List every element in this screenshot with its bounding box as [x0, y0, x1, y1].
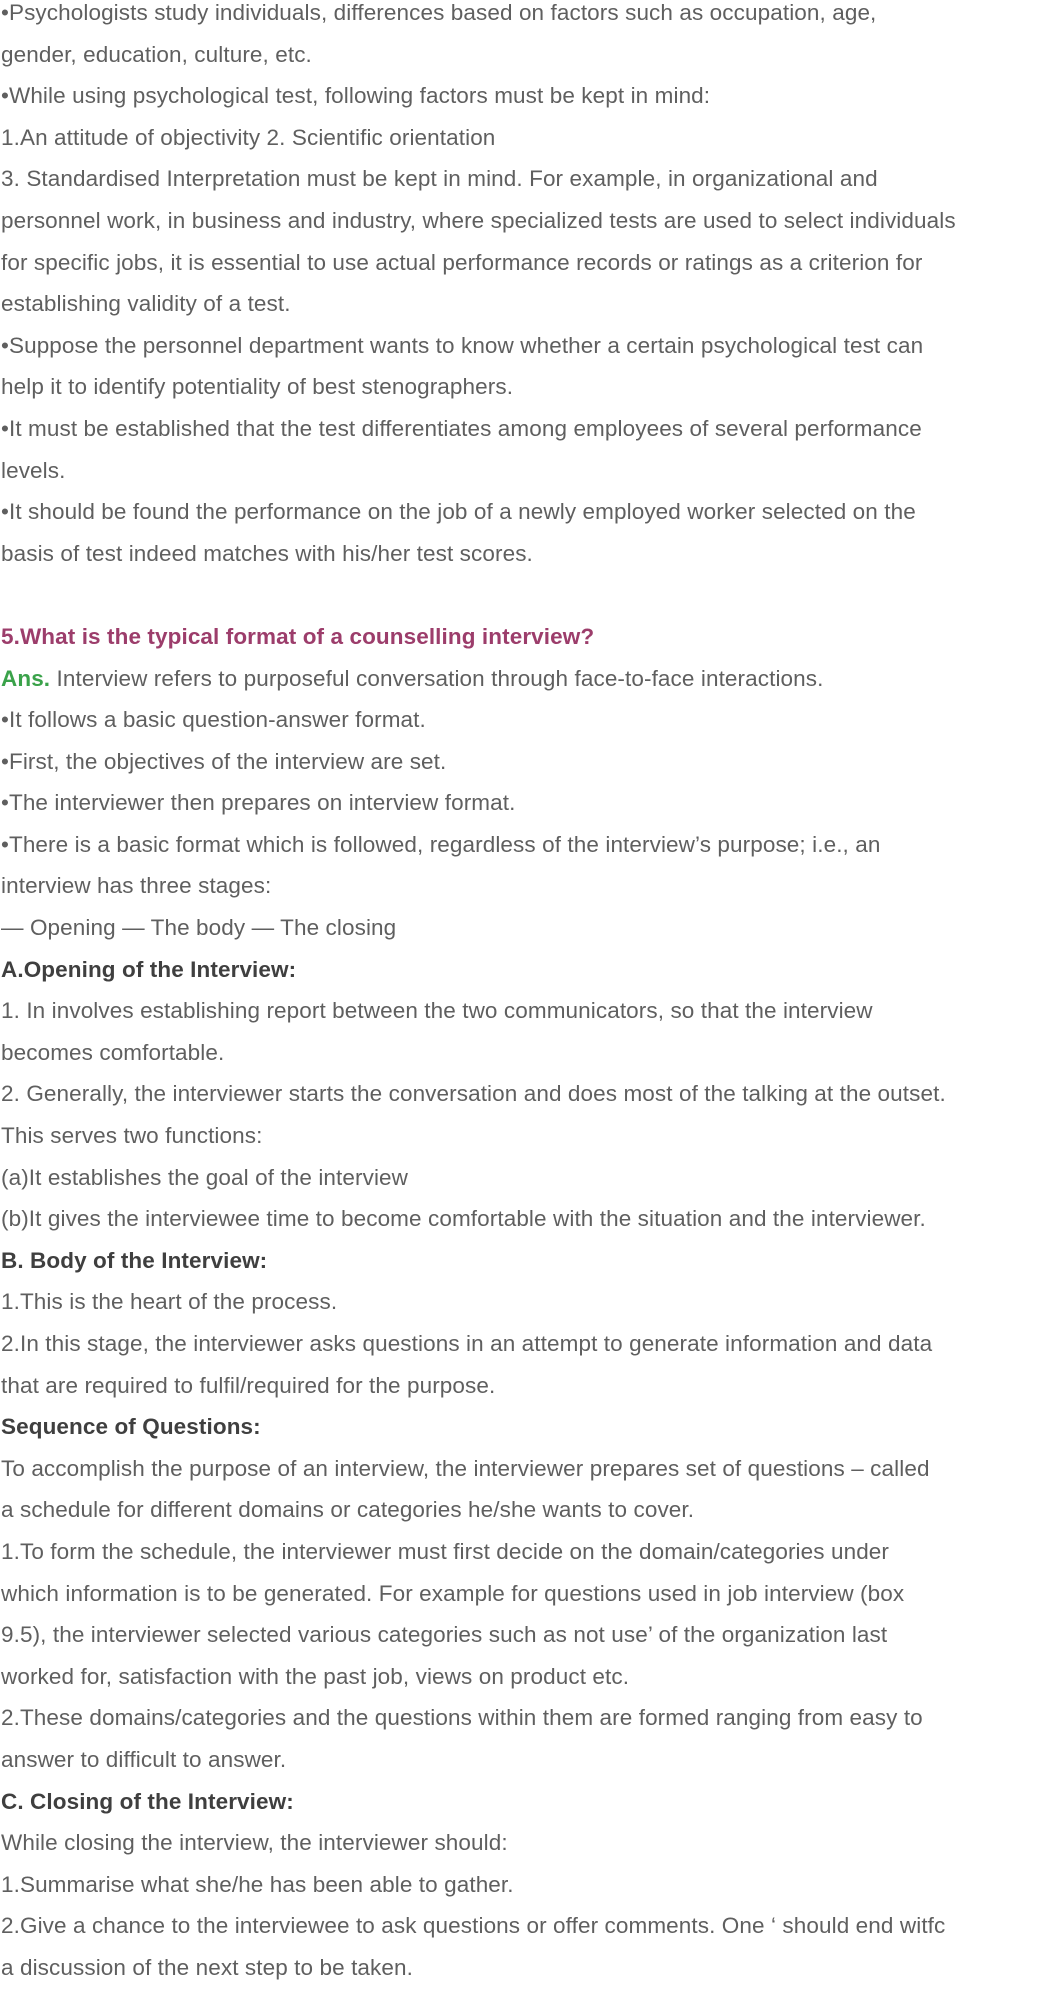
content [1, 0, 1054, 1989]
text-line: •First, the objectives of the interview are set. [1, 748, 447, 774]
section-heading-body: B. Body of the Interview: [1, 1247, 268, 1273]
answer-text: Interview refers to purposeful conversation through face-to-face interactions. [50, 665, 824, 691]
text-line: •It follows a basic question-answer format. [1, 707, 426, 733]
text-line: for specific jobs, it is essential to use actual performance records or ratings as a criterion for [1, 249, 923, 275]
text-line: 1.An attitude of objectivity 2. Scientific orientation [1, 124, 496, 150]
text-line: 2.In this stage, the interviewer asks questions in an attempt to generate information and data [1, 1331, 933, 1356]
section-heading-closing: C. Closing of the Interview: [1, 1788, 294, 1814]
question-heading: 5.What is the typical format of a counselling interview? [1, 623, 595, 649]
answer-line [1, 658, 1054, 700]
section-heading-sequence: Sequence of Questions: [1, 1414, 261, 1440]
text-line: •While using psychological test, following factors must be kept in mind: [1, 83, 711, 109]
text-line: 2. Generally, the interviewer starts the conversation and does most of the talking at the outset. [1, 1081, 946, 1107]
text-line: personnel work, in business and industry, where specialized tests are used to select individuals [1, 207, 956, 233]
text-line: a discussion of the next step to be taken. [1, 1954, 413, 1980]
text-line: •Suppose the personnel department wants to know whether a certain psychological test can [1, 332, 924, 358]
text-line: worked for, satisfaction with the past job, views on product etc. [1, 1663, 630, 1689]
text-line: 9.5), the interviewer selected various categories such as not use’ of the organization last [1, 1622, 888, 1648]
text-line: To accomplish the purpose of an interview, the interviewer prepares set of questions – called [1, 1455, 930, 1481]
text-line: which information is to be generated. For example for questions used in job interview (box [1, 1580, 905, 1606]
text-line: (b)It gives the interviewee time to become comfortable with the situation and the interviewer. [1, 1206, 926, 1232]
text-line: 2.Give a chance to the interviewee to ask questions or offer comments. One ‘ should end witfc [1, 1913, 946, 1939]
text-line: a schedule for different domains or categories he/she wants to cover. [1, 1497, 695, 1523]
text-line: — Opening — The body — The closing [1, 915, 397, 941]
answer-label: Ans. [1, 665, 51, 691]
text-line: •The interviewer then prepares on interview format. [1, 790, 516, 816]
text-line: help it to identify potentiality of best stenographers. [1, 374, 514, 400]
text-line: This serves two functions: [1, 1123, 263, 1149]
text-line: 2.These domains/categories and the questions within them are formed ranging from easy to [1, 1705, 923, 1731]
text-line: gender, education, culture, etc. [1, 41, 312, 67]
text-line: •It should be found the performance on the job of a newly employed worker selected on the [1, 499, 916, 525]
text-line: that are required to fulfil/required for the purpose. [1, 1372, 496, 1398]
text-line: basis of test indeed matches with his/her test scores. [1, 540, 533, 566]
text-line: interview has three stages: [1, 873, 272, 899]
text-line: •Psychologists study individuals, differences based on factors such as occupation, age, [1, 0, 877, 25]
text-line: •There is a basic format which is followed, regardless of the interview’s purpose; i.e., an [1, 831, 881, 857]
text-line: While closing the interview, the interviewer should: [1, 1830, 508, 1856]
text-line: 1.This is the heart of the process. [1, 1289, 338, 1315]
text-line: answer to difficult to answer. [1, 1746, 287, 1772]
text-line: 3. Standardised Interpretation must be kept in mind. For example, in organizational and [1, 166, 878, 192]
text-line: •It must be established that the test differentiates among employees of several performance [1, 415, 922, 441]
text-line: 1.Summarise what she/he has been able to gather. [1, 1871, 514, 1897]
text-line: 1.To form the schedule, the interviewer must first decide on the domain/categories under [1, 1538, 890, 1564]
text-line: establishing validity of a test. [1, 291, 291, 317]
paragraph-gap [1, 574, 1054, 616]
section-heading-opening: A.Opening of the Interview: [1, 956, 297, 982]
text-line: (a)It establishes the goal of the interview [1, 1164, 409, 1190]
text-line: levels. [1, 457, 66, 483]
text-line: becomes comfortable. [1, 1039, 225, 1065]
text-line: 1. In involves establishing report between the two communicators, so that the interview [1, 998, 873, 1024]
